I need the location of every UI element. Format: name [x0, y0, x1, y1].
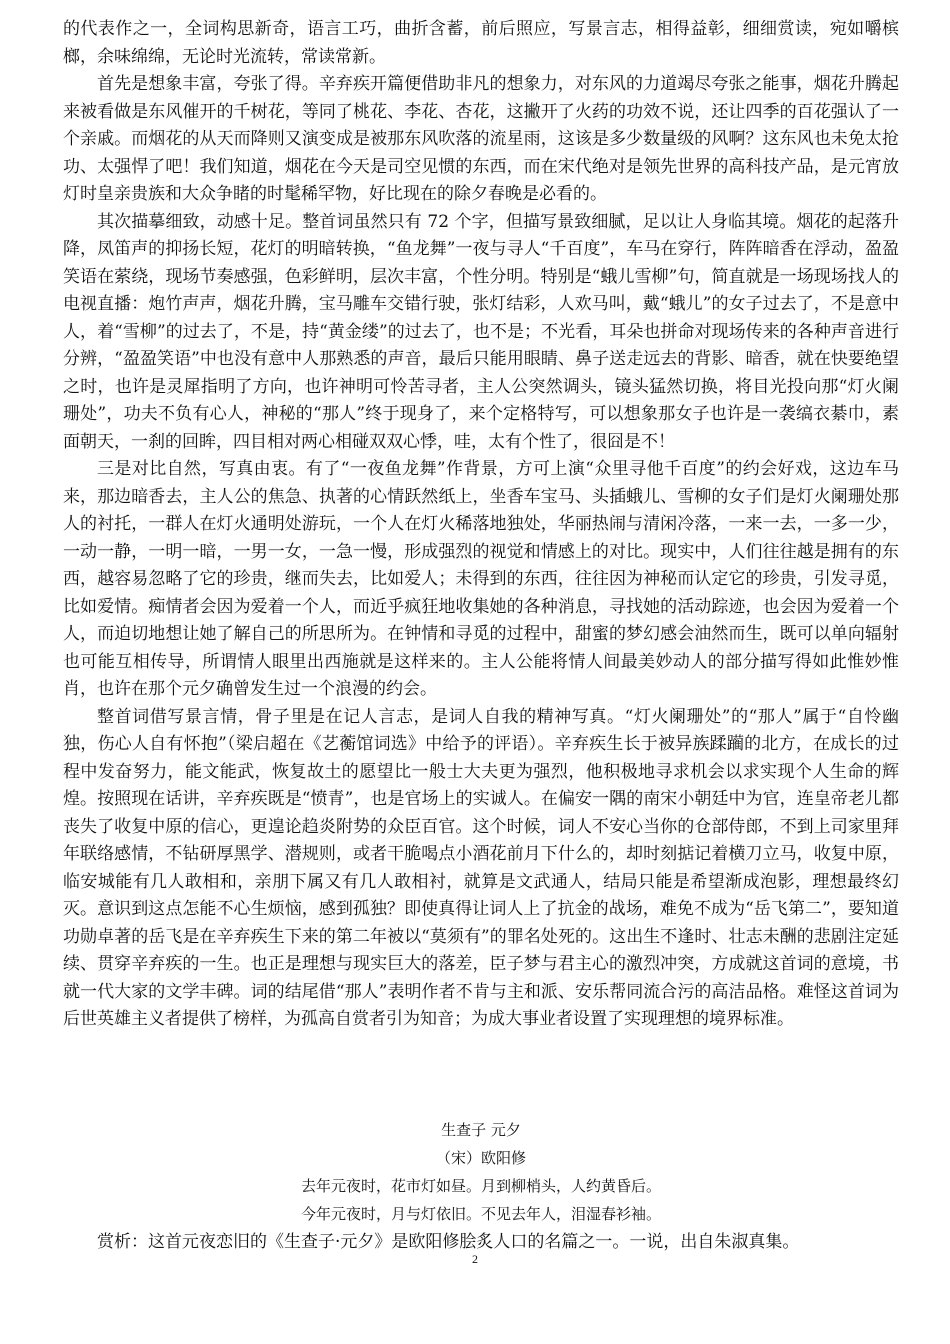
poem-line: 今年元夜时，月与灯依旧。不见去年人，泪湿春衫袖。: [300, 1205, 661, 1223]
paragraph-contrast: 三是对比自然，写真由衷。有了“一夜鱼龙舞”作背景，方可上演“众里寻他千百度”的约会好戏，这边车马来，那边暗香去，主人公的焦急、执著的心情跃然纸上，坐香车宝马、头插蛾儿、雪柳的女子们是灯火阑珊处那人的衬托，一群人在灯火通明处游玩，一个人在灯火稀落地独处，华丽热闹与清闲冷落，一来一去，一多一少，一动一静，一明一暗，一男一女，一急一慢，形成强烈的视觉和情感上的对比。现实中，人们往往越是拥有的东西，越容易忽略了它的珍贵，继而失去，比如爱人；未得到的东西，往往因为神秘而认定它的珍贵，引发寻觅，比如爱情。痴情者会因为爱着一个人，而近乎疯狂地收集她的各种消息，寻找她的活动踪迹，也会因为爱着一个人，而迫切地想让她了解自己的所思所为。在钟情和寻觅的过程中，甜蜜的梦幻感会油然而生，既可以单向辐射也可能互相传导，所谓情人眼里出西施就是这样来的。主人公能将情人间最美妙动人的部分描写得如此惟妙惟肖，也许在那个元夕确曾发生过一个浪漫的约会。: [63, 459, 899, 699]
page-number: 2: [472, 1252, 478, 1266]
essay-body: [63, 16, 899, 1034]
paragraph-continuation: 的代表作之一，全词构思新奇，语言工巧，曲折含蓄，前后照应，写景言志，相得益彰，细细赏读，宛如嚼槟榔，余味绵绵，无论时光流转，常读常新。: [63, 19, 899, 67]
poem-section: [63, 1116, 899, 1256]
poem-commentary: 赏析：这首元夜恋旧的《生查子·元夕》是欧阳修脍炙人口的名篇之一。一说，出自朱淑真集。: [97, 1232, 800, 1252]
poem-author: （宋）欧阳修: [435, 1149, 526, 1167]
paragraph-imagination: 首先是想象丰富，夸张了得。辛弃疾开篇便借助非凡的想象力，对东风的力道竭尽夸张之能事，烟花升腾起来被看做是东风催开的千树花，等同了桃花、李花、杏花，这撇开了火药的功效不说，还让四季的百花强认了一个亲戚。而烟花的从天而降则又演变成是被那东风吹落的流星雨，这该是多少数量级的风啊？这东风也未免太抢功、太强悍了吧！我们知道，烟花在今天是司空见惯的东西，而在宋代绝对是领先世界的高科技产品，是元宵放灯时皇亲贵族和大众争睹的时髦稀罕物，好比现在的除夕春晚是必看的。: [63, 74, 899, 204]
poem-line: 去年元夜时，花市灯如昼。月到柳梢头，人约黄昏后。: [300, 1177, 661, 1195]
paragraph-detail: 其次描摹细致，动感十足。整首词虽然只有 72 个字，但描写景致细腻，足以让人身临其境。烟花的起落升降，凤笛声的抑扬长短，花灯的明暗转换，“鱼龙舞”一夜与寻人“千百度”，车马在穿行，阵阵暗香在浮动，盈盈笑语在萦绕，现场节奏感强，色彩鲜明，层次丰富，个性分明。特别是“蛾儿雪柳”句，简直就是一场现场找人的电视直播：炮竹声声，烟花升腾，宝马雕车交错行驶，张灯结彩，人欢马叫，戴“蛾儿”的女子过去了，不是意中人，着“雪柳”的过去了，不是，持“黄金缕”的过去了，也不是；不光看，耳朵也拼命对现场传来的各种声音进行分辨，“盈盈笑语”中也没有意中人那熟悉的声音，最后只能用眼睛、鼻子送走远去的背影、暗香，就在快要绝望之时，也许是灵犀指明了方向，也许神明可怜苦寻者，主人公突然调头，镜头猛然切换，将目光投向那“灯火阑珊处”，功夫不负有心人，神秘的“那人”终于现身了，来个定格特写，可以想象那女子也许是一袭缟衣綦巾，素面朝天，一刹的回眸，四目相对两心相碰双双心悸，哇，太有个性了，很囧是不！: [63, 211, 899, 452]
poem-title: 生查子 元夕: [441, 1121, 521, 1139]
paragraph-spirit: 整首词借写景言情，骨子里是在记人言志，是词人自我的精神写真。“灯火阑珊处”的“那人”属于“自怜幽独，伤心人自有怀抱”（梁启超在《艺蘅馆词选》中给予的评语）。辛弃疾生长于被异族蹂躏的北方，在成长的过程中发奋努力，能文能武，恢复故土的愿望比一般士大夫更为强烈，他积极地寻求机会以求实现个人生命的辉煌。按照现在话讲，辛弃疾既是“愤青”，也是官场上的实诚人。在偏安一隅的南宋小朝廷中为官，连皇帝老儿都丧失了收复中原的信心，更遑论趋炎附势的众臣百官。这个时候，词人不安心当你的仓部侍郎，不到上司家里拜年联络感情，不钻研厚黑学、潜规则，或者干脆喝点小酒花前月下什么的，却时刻掂记着横刀立马，收复中原，临安城能有几人敢相和，亲朋下属又有几人敢相衬，就算是文武通人，结局只能是希望渐成泡影，理想最终幻灭。意识到这点怎能不心生烦恼，感到孤独？即使真得让词人上了抗金的战场，难免不成为“岳飞第二”，要知道功勋卓著的岳飞是在辛弃疾生下来的第二年被以“莫须有”的罪名处死的。这出生不逢时、壮志未酬的悲剧注定延续、贯穿辛弃疾的一生。也正是理想与现实巨大的落差，臣子梦与君主心的激烈冲突，方成就这首词的意境，书就一代大家的文学丰碑。词的结尾借“那人”表明作者不肯与主和派、安乐帮同流合污的高洁品格。难怪这首词为后世英雄主义者提供了榜样，为孤高自赏者引为知音；为成大事业者设置了实现理想的境界标准。: [63, 706, 899, 1029]
